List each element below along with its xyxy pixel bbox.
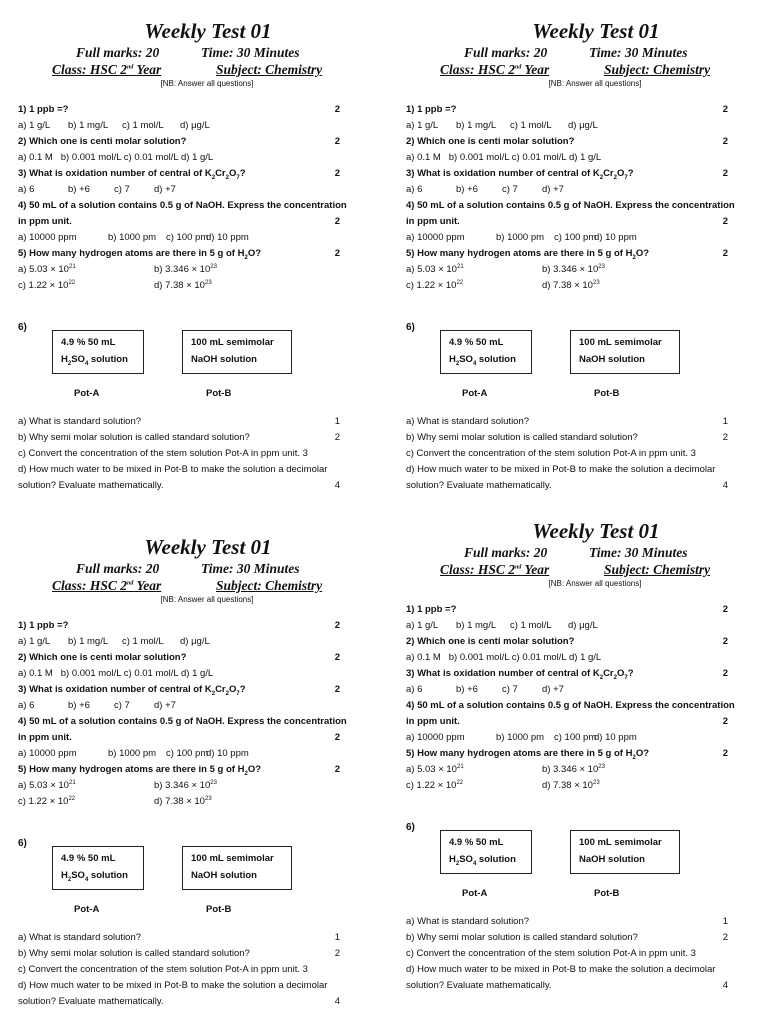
test-copy-top-left [18, 18, 378, 518]
q5-line: 5) How many hydrogen atoms are there in 5 g of $H_2O$? 2 [406, 248, 728, 261]
test-copy-bottom-right [406, 518, 766, 1018]
q6d-line-2: solution? Evaluate mathematically. 4 [406, 980, 728, 991]
q1-line: 1) 1 ppb =? 2 [18, 104, 340, 115]
q1-line: 1) 1 ppb =? 2 [406, 604, 728, 615]
q6a-line: a) What is standard solution? 1 [406, 916, 728, 927]
q6c-line: c) Convert the concentration of the stem solution Pot-A in ppm unit. 3 [406, 948, 696, 959]
q6c-line: c) Convert the concentration of the stem solution Pot-A in ppm unit. 3 [18, 448, 308, 459]
pot-a-label: Pot-A [74, 904, 100, 915]
q6a-line: a) What is standard solution? 1 [406, 416, 728, 427]
q1-options: a) 1 g/L b) 1 mg/L c) 1 mol/L d) μg/L [406, 620, 598, 631]
q3-options: a) 6 b) +6 c) 7 d) +7 [406, 684, 564, 695]
time-allowed: Time: 30 Minutes [201, 561, 300, 576]
pot-b-box: 100 mL semimolar NaOH solution [570, 330, 680, 374]
q5-line: 5) How many hydrogen atoms are there in 5 g of $H_2O$? 2 [18, 764, 340, 777]
q6b-line: b) Why semi molar solution is called standard solution? 2 [18, 948, 340, 959]
q6a-line: a) What is standard solution? 1 [18, 416, 340, 427]
q2-options: a) 0.1 M b) 0.001 mol/L c) 0.01 mol/L d) 1 g/L [406, 152, 602, 163]
q6b-line: b) Why semi molar solution is called standard solution? 2 [406, 932, 728, 943]
class-label: Class: HSC 2nd Year [52, 62, 162, 77]
q4-options: a) 10000 ppm b) 1000 pm c) 100 pm d) 10 ppm [406, 232, 637, 243]
test-title: Weekly Test 01 [144, 19, 272, 43]
q4-line-2: in ppm unit. 2 [18, 732, 340, 743]
q6-label: 6) [406, 322, 415, 333]
header-row-1 [18, 560, 378, 577]
q4-line-2: in ppm unit. 2 [18, 216, 340, 227]
q3-line: 3) What is oxidation number of central of $K_2Cr_2O_7$? 2 [406, 668, 728, 681]
q6c-line: c) Convert the concentration of the stem solution Pot-A in ppm unit. 3 [18, 964, 308, 975]
q6d-line-1: d) How much water to be mixed in Pot-B to make the solution a decimolar [18, 464, 328, 475]
q4-options: a) 10000 ppm b) 1000 pm c) 100 pm d) 10 ppm [18, 232, 249, 243]
q5-line: 5) How many hydrogen atoms are there in 5 g of $H_2O$? 2 [18, 248, 340, 261]
q3-options: a) 6 b) +6 c) 7 d) +7 [18, 700, 176, 711]
time-allowed: Time: 30 Minutes [589, 545, 688, 560]
class-label: Class: HSC 2nd Year [440, 562, 550, 577]
q6b-line: b) Why semi molar solution is called standard solution? 2 [406, 432, 728, 443]
q2-options: a) 0.1 M b) 0.001 mol/L c) 0.01 mol/L d) 1 g/L [406, 652, 602, 663]
q6b-line: b) Why semi molar solution is called standard solution? 2 [18, 432, 340, 443]
test-title: Weekly Test 01 [532, 519, 660, 543]
q5-options-2: c) $1.22 \times 10^{22}$ d) $7.38 \times 10^{23}$ [18, 795, 212, 807]
q6-label: 6) [406, 822, 415, 833]
q5-options-1: a) $5.03 \times 10^{21}$ b) $3.346 \times 10^{23}$ [18, 779, 217, 791]
q6d-line-2: solution? Evaluate mathematically. 4 [406, 480, 728, 491]
test-title: Weekly Test 01 [532, 19, 660, 43]
q4-line-2: in ppm unit. 2 [406, 716, 728, 727]
pot-b-label: Pot-B [594, 388, 620, 399]
q1-line: 1) 1 ppb =? 2 [18, 620, 340, 631]
pot-b-box: 100 mL semimolar NaOH solution [570, 830, 680, 874]
q3-line: 3) What is oxidation number of central of $K_2Cr_2O_7$? 2 [18, 684, 340, 697]
q5-options-2: c) $1.22 \times 10^{22}$ d) $7.38 \times 10^{23}$ [406, 279, 600, 291]
q4-line-2: in ppm unit. 2 [406, 216, 728, 227]
full-marks: Full marks: 20 [464, 545, 548, 560]
q3-line: 3) What is oxidation number of central of $K_2Cr_2O_7$? 2 [406, 168, 728, 181]
subject-label: Subject: Chemistry [216, 62, 323, 77]
pot-a-box: 4.9 % 50 mL $H_2SO_4$ solution [440, 830, 532, 874]
subject-label: Subject: Chemistry [604, 562, 711, 577]
header-row-2 [406, 561, 766, 578]
q2-line: 2) Which one is centi molar solution? 2 [406, 136, 728, 147]
header-row-2 [18, 61, 378, 78]
subject-label: Subject: Chemistry [604, 62, 711, 77]
q6-label: 6) [18, 838, 27, 849]
q1-line: 1) 1 ppb =? 2 [406, 104, 728, 115]
q6d-line-2: solution? Evaluate mathematically. 4 [18, 996, 340, 1007]
q5-options-1: a) $5.03 \times 10^{21}$ b) $3.346 \times 10^{23}$ [406, 263, 605, 275]
q2-options: a) 0.1 M b) 0.001 mol/L c) 0.01 mol/L d) 1 g/L [18, 668, 214, 679]
q3-options: a) 6 b) +6 c) 7 d) +7 [406, 184, 564, 195]
header-row-1 [406, 544, 766, 561]
q4-options: a) 10000 ppm b) 1000 pm c) 100 pm d) 10 ppm [406, 732, 637, 743]
q1-options: a) 1 g/L b) 1 mg/L c) 1 mol/L d) μg/L [18, 636, 210, 647]
q4-line-1: 4) 50 mL of a solution contains 0.5 g of NaOH. Express the concentration [18, 716, 347, 727]
pot-a-label: Pot-A [462, 888, 488, 899]
q6d-line-1: d) How much water to be mixed in Pot-B to make the solution a decimolar [406, 964, 716, 975]
class-label: Class: HSC 2nd Year [440, 62, 550, 77]
test-copy-top-right [406, 18, 766, 518]
q1-options: a) 1 g/L b) 1 mg/L c) 1 mol/L d) μg/L [406, 120, 598, 131]
q4-line-1: 4) 50 mL of a solution contains 0.5 g of NaOH. Express the concentration [18, 200, 347, 211]
q6-block [406, 294, 766, 414]
q4-line-1: 4) 50 mL of a solution contains 0.5 g of NaOH. Express the concentration [406, 700, 735, 711]
q1-options: a) 1 g/L b) 1 mg/L c) 1 mol/L d) μg/L [18, 120, 210, 131]
pot-b-label: Pot-B [206, 388, 232, 399]
pot-b-label: Pot-B [206, 904, 232, 915]
q2-line: 2) Which one is centi molar solution? 2 [18, 652, 340, 663]
full-marks: Full marks: 20 [76, 45, 160, 60]
q2-line: 2) Which one is centi molar solution? 2 [18, 136, 340, 147]
nb-note: [NB: Answer all questions] [548, 579, 642, 588]
q5-options-1: a) $5.03 \times 10^{21}$ b) $3.346 \times 10^{23}$ [406, 763, 605, 775]
full-marks: Full marks: 20 [464, 45, 548, 60]
q2-options: a) 0.1 M b) 0.001 mol/L c) 0.01 mol/L d) 1 g/L [18, 152, 214, 163]
q4-line-1: 4) 50 mL of a solution contains 0.5 g of NaOH. Express the concentration [406, 200, 735, 211]
pot-a-box: 4.9 % 50 mL $H_2SO_4$ solution [52, 330, 144, 374]
pot-a-label: Pot-A [462, 388, 488, 399]
nb-note: [NB: Answer all questions] [548, 79, 642, 88]
q3-options: a) 6 b) +6 c) 7 d) +7 [18, 184, 176, 195]
header-row-1 [406, 44, 766, 61]
full-marks: Full marks: 20 [76, 561, 160, 576]
pot-b-box: 100 mL semimolar NaOH solution [182, 330, 292, 374]
q4-options: a) 10000 ppm b) 1000 pm c) 100 pm d) 10 ppm [18, 748, 249, 759]
q2-line: 2) Which one is centi molar solution? 2 [406, 636, 728, 647]
q6d-line-1: d) How much water to be mixed in Pot-B to make the solution a decimolar [18, 980, 328, 991]
time-allowed: Time: 30 Minutes [589, 45, 688, 60]
q5-options-2: c) $1.22 \times 10^{22}$ d) $7.38 \times 10^{23}$ [18, 279, 212, 291]
test-copy-bottom-left [18, 534, 378, 1034]
q6-block [406, 794, 766, 914]
class-label: Class: HSC 2nd Year [52, 578, 162, 593]
q5-options-1: a) $5.03 \times 10^{21}$ b) $3.346 \times 10^{23}$ [18, 263, 217, 275]
header-row-2 [18, 577, 378, 594]
q5-line: 5) How many hydrogen atoms are there in 5 g of $H_2O$? 2 [406, 748, 728, 761]
q3-line: 3) What is oxidation number of central of $K_2Cr_2O_7$? 2 [18, 168, 340, 181]
q6c-line: c) Convert the concentration of the stem solution Pot-A in ppm unit. 3 [406, 448, 696, 459]
nb-note: [NB: Answer all questions] [160, 79, 254, 88]
q6-label: 6) [18, 322, 27, 333]
subject-label: Subject: Chemistry [216, 578, 323, 593]
q6d-line-1: d) How much water to be mixed in Pot-B to make the solution a decimolar [406, 464, 716, 475]
q6d-line-2: solution? Evaluate mathematically. 4 [18, 480, 340, 491]
q5-options-2: c) $1.22 \times 10^{22}$ d) $7.38 \times 10^{23}$ [406, 779, 600, 791]
pot-b-label: Pot-B [594, 888, 620, 899]
q6a-line: a) What is standard solution? 1 [18, 932, 340, 943]
time-allowed: Time: 30 Minutes [201, 45, 300, 60]
test-title: Weekly Test 01 [144, 535, 272, 559]
nb-note: [NB: Answer all questions] [160, 595, 254, 604]
pot-b-box: 100 mL semimolar NaOH solution [182, 846, 292, 890]
pot-a-box: 4.9 % 50 mL $H_2SO_4$ solution [440, 330, 532, 374]
header-row-1 [18, 44, 378, 61]
header-row-2 [406, 61, 766, 78]
q6-block [18, 810, 378, 930]
pot-a-label: Pot-A [74, 388, 100, 399]
pot-a-box: 4.9 % 50 mL $H_2SO_4$ solution [52, 846, 144, 890]
q6-block [18, 294, 378, 414]
